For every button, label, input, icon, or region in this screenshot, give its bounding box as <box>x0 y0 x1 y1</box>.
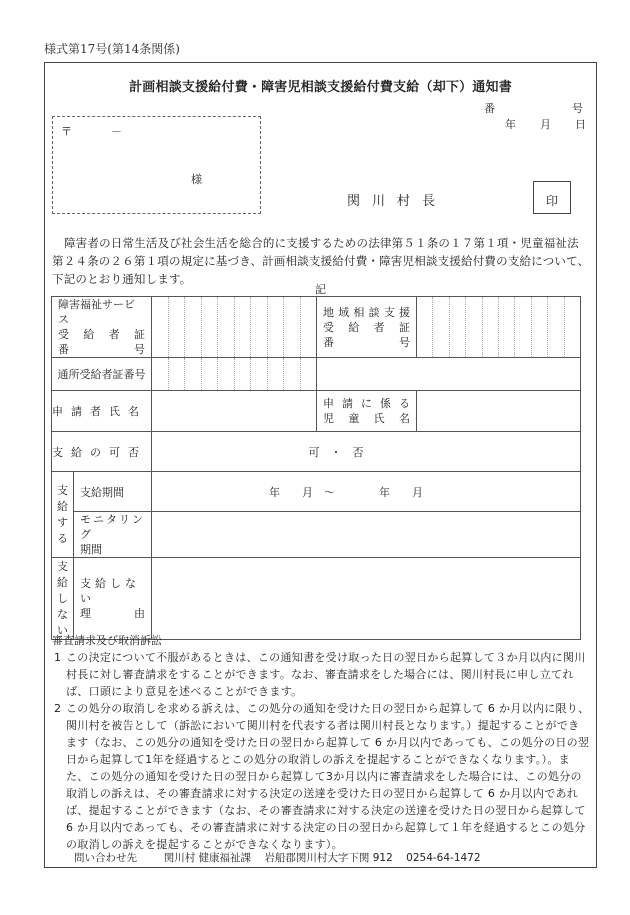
honorific: 様 <box>191 173 202 186</box>
date-year: 年 <box>505 118 516 131</box>
contact-info <box>74 850 481 865</box>
number-prefix: 番 <box>484 102 495 115</box>
regional-cert-label: 地 域 相 談 支 援 受 給 者 証 番 号 <box>317 297 417 358</box>
grant-group-label: 支給する <box>52 472 74 558</box>
period-label: 支給期間 <box>74 472 152 512</box>
contact-phone: 0254-64-1472 <box>406 852 481 864</box>
ki-mark: 記 <box>315 283 326 296</box>
number-suffix: 号 <box>572 102 583 115</box>
approval-label: 支給の可否 <box>52 432 152 472</box>
contact-dept: 関川村 健康福祉課 <box>163 852 252 864</box>
child-name-label: 申 請 に 係 る 児 童 氏 名 <box>317 391 417 432</box>
table-row-cert <box>52 297 581 358</box>
period-input[interactable]: 年 月 ～ 年 月 <box>152 472 581 512</box>
body-text: 障害者の日常生活及び社会生活を総合的に支援するための法律第５１条の１７第１項・児童福祉法第２４条の２６第１項の規定に基づき、計画相談支援給付費・障害児相談支援給付費の支給について、下記のとおり通知します。 <box>52 236 590 286</box>
monitoring-label: モニタリング 期間 <box>74 512 152 558</box>
recipient-address-box[interactable] <box>52 116 261 214</box>
issuer-name: 関川村長 <box>347 194 448 209</box>
service-cert-label: 障害福祉サービス 受 給 者 証 番 号 <box>52 297 152 358</box>
document-title: 計画相談支援給付費・障害児相談支援給付費支給（却下）通知書 <box>129 80 512 95</box>
deny-group-label: 支給しない <box>52 558 74 640</box>
deny-reason-input[interactable] <box>152 558 581 640</box>
date-day: 日 <box>575 118 586 131</box>
applicant-name-label: 申請者氏名 <box>52 391 152 432</box>
date-month: 月 <box>540 118 551 131</box>
tsusho-cert-number-input[interactable] <box>152 358 317 391</box>
monitoring-input[interactable] <box>152 512 581 558</box>
service-cert-number-input[interactable] <box>152 297 317 358</box>
tsusho-cert-label: 通所受給者証番号 <box>52 358 152 391</box>
postal-dash: － <box>111 125 122 138</box>
table-row-tsusho <box>52 358 581 391</box>
table-row-approval <box>52 432 581 472</box>
details-table <box>51 296 581 640</box>
table-row-monitoring <box>52 512 581 558</box>
seal-label: 印 <box>545 194 558 208</box>
seal-box <box>533 181 571 214</box>
table-row-names <box>52 391 581 432</box>
regional-cert-number-input[interactable] <box>417 297 581 358</box>
approval-choice[interactable]: 可 ・ 否 <box>152 432 581 472</box>
postal-mark: 〒 <box>61 125 72 138</box>
table-row-period <box>52 472 581 512</box>
contact-label: 問い合わせ先 <box>74 852 137 864</box>
child-name-input[interactable] <box>417 391 581 432</box>
notes-title: 審査請求及び取消訴訟 <box>52 634 162 647</box>
deny-reason-label: 支給しない 理 由 <box>74 558 152 640</box>
note-item-2: 2 この処分の取消しを求める訴えは、この処分の通知を受けた日の翌日から起算して 6 か月以内に限り、関川村を被告として（訴訟において関川村を代表する者は関川村長となります。）提起することができます（なお、この処分の通知を受けた日の翌日から起算して 6 か月以内であっても、この処分の日の翌日から起算して1年を経過するとこの処分の取消しの訴えを提起することができなくなります。）。また、この処分の通知を受けた日の翌日から起算して3か月以内に審査請求をした場合には、この処分の取消しの訴えは、その審査請求に対する決定の送達を受けた日の翌日から起算して 6 か月以内であれば、提起することができます（なお、その審査請求に対する決定の送達を受けた日の翌日から起算して 6 か月以内であっても、その審査請求に対する決定の日の翌日から起算して１年を経過するとこの処分の取消しの訴えを提起することができなくなります）。 <box>54 702 590 851</box>
note-item-1: 1 この決定について不服があるときは、この通知書を受け取った日の翌日から起算して３か月以内に関川村長に対し審査請求をすることができます。なお、審査請求をした場合には、関川村長に申し立てれば、口頭により意見を述べることができます。 <box>54 651 586 698</box>
contact-address: 岩船郡関川村大字下関 912 <box>264 852 393 864</box>
applicant-name-input[interactable] <box>152 391 317 432</box>
table-row-deny <box>52 558 581 640</box>
form-id: 様式第17号(第14条関係) <box>44 42 180 56</box>
tsusho-cert-blank <box>317 358 581 391</box>
